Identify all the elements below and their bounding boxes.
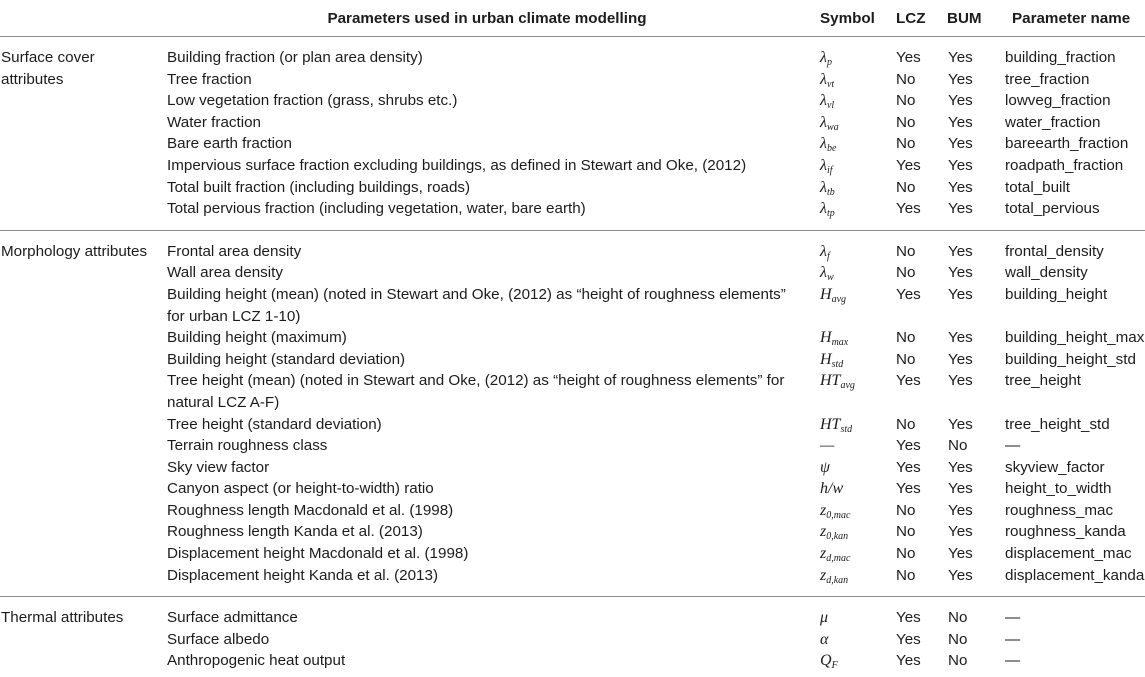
lcz-cell: Yes: [896, 372, 921, 390]
symbol-base: z: [820, 545, 827, 563]
lcz-cell: No: [896, 178, 916, 196]
parameter-cell: Canyon aspect (or height-to-width) ratio: [167, 480, 434, 498]
symbol-subscript: 0,kan: [826, 531, 849, 543]
parameter-cell: Frontal area density: [167, 242, 302, 260]
parameter-cell: Wall area density: [167, 264, 283, 282]
bum-cell: Yes: [948, 200, 973, 218]
lcz-cell: Yes: [896, 437, 921, 455]
symbol-base: λ: [820, 70, 827, 88]
symbol-base: α: [820, 630, 829, 648]
parameter-name-cell: building_height: [1005, 285, 1108, 303]
symbol-cell: [820, 284, 846, 311]
header-symbol: Symbol: [820, 10, 875, 27]
lcz-cell: Yes: [896, 49, 921, 66]
bum-cell: No: [948, 652, 968, 670]
parameter-name-cell: tree_fraction: [1005, 70, 1090, 88]
group-label: Morphology attributes: [1, 242, 148, 260]
symbol-base: λ: [820, 49, 827, 66]
lcz-cell: No: [896, 135, 916, 153]
table-row: [0, 155, 1145, 177]
parameter-cell: Tree height (standard deviation): [167, 415, 382, 433]
attribute-group: [0, 597, 1145, 672]
symbol-subscript: vt: [826, 78, 835, 90]
lcz-cell: Yes: [896, 480, 921, 498]
symbol-cell: [820, 198, 835, 225]
attribute-group: [0, 37, 1145, 231]
parameter-cell: Surface admittance: [167, 609, 298, 627]
group-label: Thermal attributes: [1, 609, 124, 627]
table-row: [0, 500, 1145, 522]
bum-cell: Yes: [948, 501, 973, 519]
bum-cell: Yes: [948, 545, 973, 563]
parameter-name-cell: —: [1005, 437, 1021, 455]
parameter-cell: Building height (mean) (noted in Stewart and Oke, (2012) as “height of roughness elements” for urban LCZ 1-10): [167, 285, 786, 325]
table-row: [0, 478, 1145, 500]
lcz-cell: Yes: [896, 652, 921, 670]
symbol-base: ψ: [820, 458, 830, 476]
symbol-subscript: max: [831, 337, 849, 349]
symbol-subscript: std: [840, 423, 853, 435]
symbol-base: H: [820, 285, 832, 303]
table-row: [0, 414, 1145, 436]
bum-cell: Yes: [948, 135, 973, 153]
symbol-subscript: d,mac: [826, 553, 851, 565]
bum-cell: Yes: [948, 566, 973, 584]
bum-cell: Yes: [948, 49, 973, 66]
lcz-cell: Yes: [896, 458, 921, 476]
symbol-base: H: [820, 350, 832, 368]
symbol-cell: [820, 629, 828, 651]
parameter-name-cell: height_to_width: [1005, 480, 1112, 498]
bum-cell: Yes: [948, 350, 973, 368]
symbol-base: μ: [820, 609, 829, 627]
symbol-base: HT: [820, 415, 841, 433]
lcz-cell: Yes: [896, 630, 921, 648]
parameter-name-cell: —: [1005, 609, 1021, 627]
header-parameters: Parameters used in urban climate modelling: [327, 10, 647, 27]
parameter-cell: Building fraction (or plan area density): [167, 49, 423, 66]
parameter-name-cell: total_pervious: [1005, 200, 1100, 218]
parameter-name-cell: wall_density: [1005, 264, 1088, 282]
table-body: [0, 37, 1145, 672]
bum-cell: Yes: [948, 329, 973, 347]
bum-cell: Yes: [948, 156, 973, 174]
lcz-cell: No: [896, 329, 916, 347]
parameter-name-cell: roughness_kanda: [1005, 523, 1126, 541]
parameter-cell: Terrain roughness class: [167, 437, 328, 455]
bum-cell: Yes: [948, 113, 973, 131]
parameter-name-cell: building_height_std: [1005, 350, 1136, 368]
lcz-cell: Yes: [896, 285, 921, 303]
symbol-cell: [820, 565, 848, 592]
parameter-cell: Water fraction: [167, 113, 261, 131]
parameter-name-cell: total_built: [1005, 178, 1071, 196]
table-row: [0, 457, 1145, 479]
parameter-name-cell: roadpath_fraction: [1005, 156, 1124, 174]
lcz-cell: Yes: [896, 200, 921, 218]
symbol-subscript: 0,mac: [826, 509, 851, 521]
lcz-cell: No: [896, 566, 916, 584]
parameter-cell: Impervious surface fraction excluding buildings, as defined in Stewart and Oke, (2012): [167, 156, 747, 174]
bum-cell: Yes: [948, 458, 973, 476]
table-row: [0, 198, 1145, 220]
symbol-base: z: [820, 566, 827, 584]
symbol-cell: [820, 478, 843, 500]
symbol-subscript: if: [826, 164, 833, 176]
parameter-name-cell: —: [1005, 630, 1021, 648]
parameter-name-cell: displacement_kanda: [1005, 566, 1145, 584]
parameter-cell: Tree fraction: [167, 70, 252, 88]
symbol-cell: [820, 607, 828, 629]
table-row: [0, 327, 1145, 349]
table-row: [0, 607, 1145, 629]
table-header: [0, 0, 1145, 37]
table-row: [0, 177, 1145, 199]
bum-cell: Yes: [948, 372, 973, 390]
table-row: [0, 112, 1145, 134]
lcz-cell: No: [896, 350, 916, 368]
lcz-cell: No: [896, 242, 916, 260]
symbol-base: λ: [820, 264, 827, 282]
symbol-subscript: avg: [840, 380, 855, 392]
table-row: [0, 133, 1145, 155]
bum-cell: Yes: [948, 415, 973, 433]
parameter-cell: Building height (standard deviation): [167, 350, 406, 368]
bum-cell: Yes: [948, 178, 973, 196]
table-row: [0, 69, 1145, 91]
table-row: [0, 349, 1145, 371]
symbol-cell: [820, 435, 834, 457]
symbol-base: z: [820, 523, 827, 541]
symbol-base: λ: [820, 242, 827, 260]
bum-cell: No: [948, 609, 968, 627]
parameter-cell: Tree height (mean) (noted in Stewart and Oke, (2012) as “height of roughness elements” for natural LCZ A-F): [167, 372, 785, 411]
table-row: [0, 521, 1145, 543]
parameter-name-cell: —: [1005, 652, 1021, 670]
bum-cell: Yes: [948, 242, 973, 260]
symbol-subscript: f: [826, 250, 830, 262]
parameter-cell: Surface albedo: [167, 630, 270, 648]
parameter-cell: Roughness length Kanda et al. (2013): [167, 523, 423, 541]
parameter-cell: Sky view factor: [167, 458, 270, 476]
symbol-subscript: w: [826, 272, 834, 284]
symbol-subscript: be: [826, 143, 837, 155]
attribute-group: [0, 231, 1145, 598]
header-lcz: LCZ: [896, 10, 926, 27]
parameter-cell: Bare earth fraction: [167, 135, 292, 153]
table-row: [0, 47, 1145, 69]
parameter-name-cell: skyview_factor: [1005, 458, 1105, 476]
parameter-name-cell: frontal_density: [1005, 242, 1104, 260]
symbol-cell: [820, 370, 855, 397]
bum-cell: No: [948, 630, 968, 648]
symbol-subscript: wa: [826, 121, 839, 133]
header-parameter-name: Parameter name: [1012, 10, 1131, 27]
lcz-cell: No: [896, 264, 916, 282]
symbol-subscript: vl: [826, 100, 835, 112]
parameter-cell: Low vegetation fraction (grass, shrubs etc.): [167, 92, 458, 110]
table-row: [0, 565, 1145, 587]
symbol-base: λ: [820, 113, 827, 131]
symbol-cell: [820, 650, 838, 677]
symbol-base: λ: [820, 200, 827, 218]
symbol-subscript: std: [831, 358, 844, 370]
symbol-base: —: [820, 437, 835, 455]
symbol-base: λ: [820, 92, 827, 110]
header-bum: BUM: [947, 10, 982, 27]
bum-cell: Yes: [948, 70, 973, 88]
lcz-cell: No: [896, 415, 916, 433]
lcz-cell: Yes: [896, 156, 921, 174]
parameter-cell: Displacement height Macdonald et al. (1998): [167, 545, 469, 563]
parameter-cell: Building height (maximum): [167, 329, 347, 347]
symbol-subscript: avg: [831, 293, 847, 305]
symbol-subscript: tb: [826, 186, 835, 198]
table-row: [0, 262, 1145, 284]
table-row: [0, 650, 1145, 672]
lcz-cell: No: [896, 523, 916, 541]
symbol-cell: [820, 457, 830, 479]
table-row: [0, 284, 1145, 327]
table-row: [0, 629, 1145, 651]
lcz-cell: No: [896, 545, 916, 563]
symbol-subscript: d,kan: [826, 574, 849, 586]
parameter-cell: Roughness length Macdonald et al. (1998): [167, 501, 454, 519]
bum-cell: Yes: [948, 285, 973, 303]
parameter-name-cell: lowveg_fraction: [1005, 92, 1111, 110]
symbol-base: λ: [820, 178, 827, 196]
table-row: [0, 241, 1145, 263]
symbol-base: H: [820, 329, 832, 347]
parameter-cell: Total pervious fraction (including vegetation, water, bare earth): [167, 200, 586, 218]
lcz-cell: Yes: [896, 609, 921, 627]
lcz-cell: No: [896, 113, 916, 131]
symbol-subscript: p: [826, 57, 832, 68]
parameter-cell: Total built fraction (including buildings, roads): [167, 178, 471, 196]
bum-cell: Yes: [948, 480, 973, 498]
bum-cell: Yes: [948, 92, 973, 110]
symbol-base: λ: [820, 135, 827, 153]
parameter-cell: Displacement height Kanda et al. (2013): [167, 566, 439, 584]
bum-cell: No: [948, 437, 968, 455]
parameter-name-cell: building_fraction: [1005, 49, 1116, 66]
parameter-name-cell: bareearth_fraction: [1005, 135, 1129, 153]
symbol-base: Q: [820, 652, 832, 670]
symbol-subscript: F: [831, 660, 838, 672]
table-row: [0, 90, 1145, 112]
lcz-cell: No: [896, 92, 916, 110]
symbol-base: h/w: [820, 480, 844, 498]
bum-cell: Yes: [948, 523, 973, 541]
symbol-base: HT: [820, 372, 841, 390]
parameter-name-cell: building_height_max: [1005, 329, 1145, 347]
lcz-cell: No: [896, 501, 916, 519]
table-row: [0, 370, 1145, 413]
symbol-base: z: [820, 501, 827, 519]
symbol-base: λ: [820, 156, 827, 174]
parameter-name-cell: tree_height: [1005, 372, 1081, 390]
parameter-cell: Anthropogenic heat output: [167, 652, 346, 670]
table-row: [0, 543, 1145, 565]
symbol-subscript: tp: [826, 208, 835, 220]
lcz-cell: No: [896, 70, 916, 88]
parameter-name-cell: roughness_mac: [1005, 501, 1114, 519]
parameter-name-cell: displacement_mac: [1005, 545, 1132, 563]
parameter-name-cell: water_fraction: [1005, 113, 1101, 131]
parameter-name-cell: tree_height_std: [1005, 415, 1110, 433]
table-row: [0, 435, 1145, 457]
group-label: Surface cover attributes: [1, 49, 95, 88]
bum-cell: Yes: [948, 264, 973, 282]
